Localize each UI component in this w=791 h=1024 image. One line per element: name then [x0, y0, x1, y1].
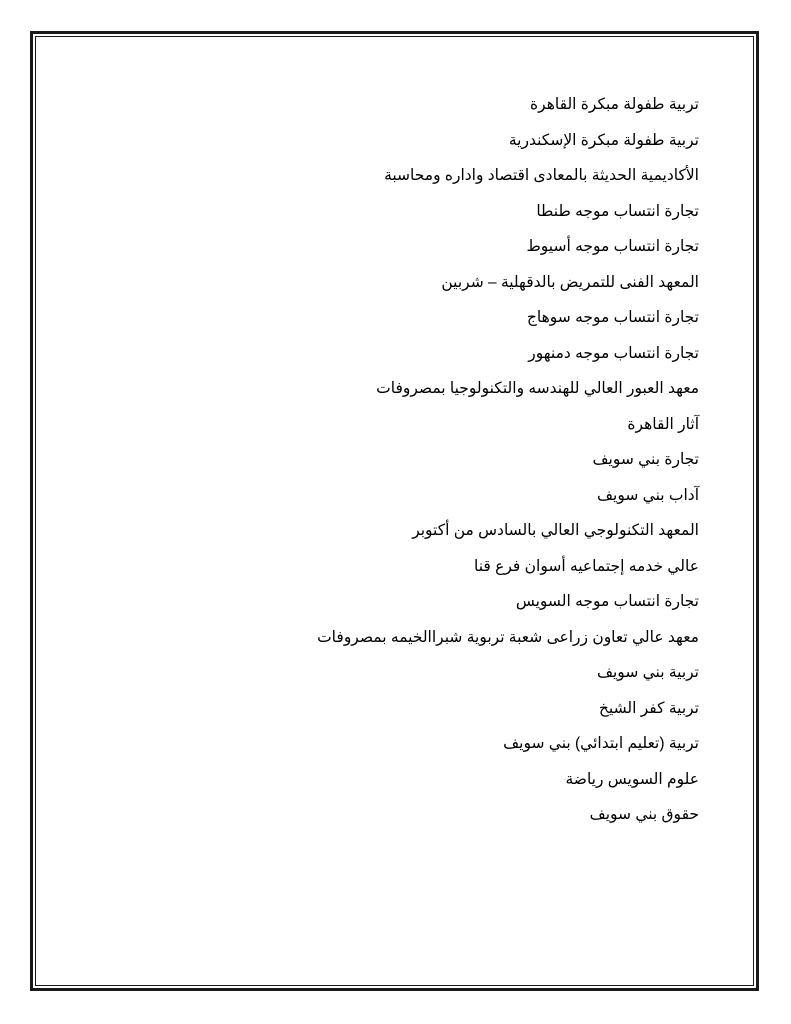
list-item: آداب بني سويف [597, 486, 699, 504]
list-item: حقوق بني سويف [589, 806, 699, 823]
faculty-list [139, 90, 699, 836]
list-item: تربية (تعليم ابتدائي) بني سويف [503, 735, 699, 752]
list-item: المعهد الفنى للتمريض بالدقهلية – شربين [441, 273, 699, 291]
list-item: الأكاديمية الحديثة بالمعادى اقتصاد واداره ومحاسبة [384, 167, 699, 184]
list-item: عالي خدمه إجتماعيه أسوان فرع قنا [474, 557, 699, 575]
list-item: تجارة انتساب موجه أسيوط [526, 238, 699, 255]
list-item: المعهد التكنولوجي العالي بالسادس من أكتوبر [412, 522, 699, 539]
list-item: تجارة بني سويف [592, 451, 699, 468]
list-item: تجارة انتساب موجه سوهاج [526, 309, 699, 326]
list-item: تربية طفولة مبكرة القاهرة [530, 96, 699, 113]
list-item: معهد عالي تعاون زراعى شعبة تربوية شبراالخيمه بمصروفات [317, 628, 699, 646]
list-item: تجارة انتساب موجه طنطا [536, 202, 699, 220]
list-item: تربية طفولة مبكرة الإسكندرية [508, 131, 699, 149]
list-item: تجارة انتساب موجه دمنهور [528, 344, 699, 362]
list-item: تربية بني سويف [596, 664, 699, 681]
list-item: آثار القاهرة [627, 415, 699, 433]
list-item: تربية كفر الشيخ [598, 699, 699, 717]
list-item: تجارة انتساب موجه السويس [515, 593, 699, 610]
list-item: علوم السويس رياضة [565, 770, 699, 788]
list-item: معهد العبور العالي للهندسه والتكنولوجيا بمصروفات [376, 380, 699, 397]
